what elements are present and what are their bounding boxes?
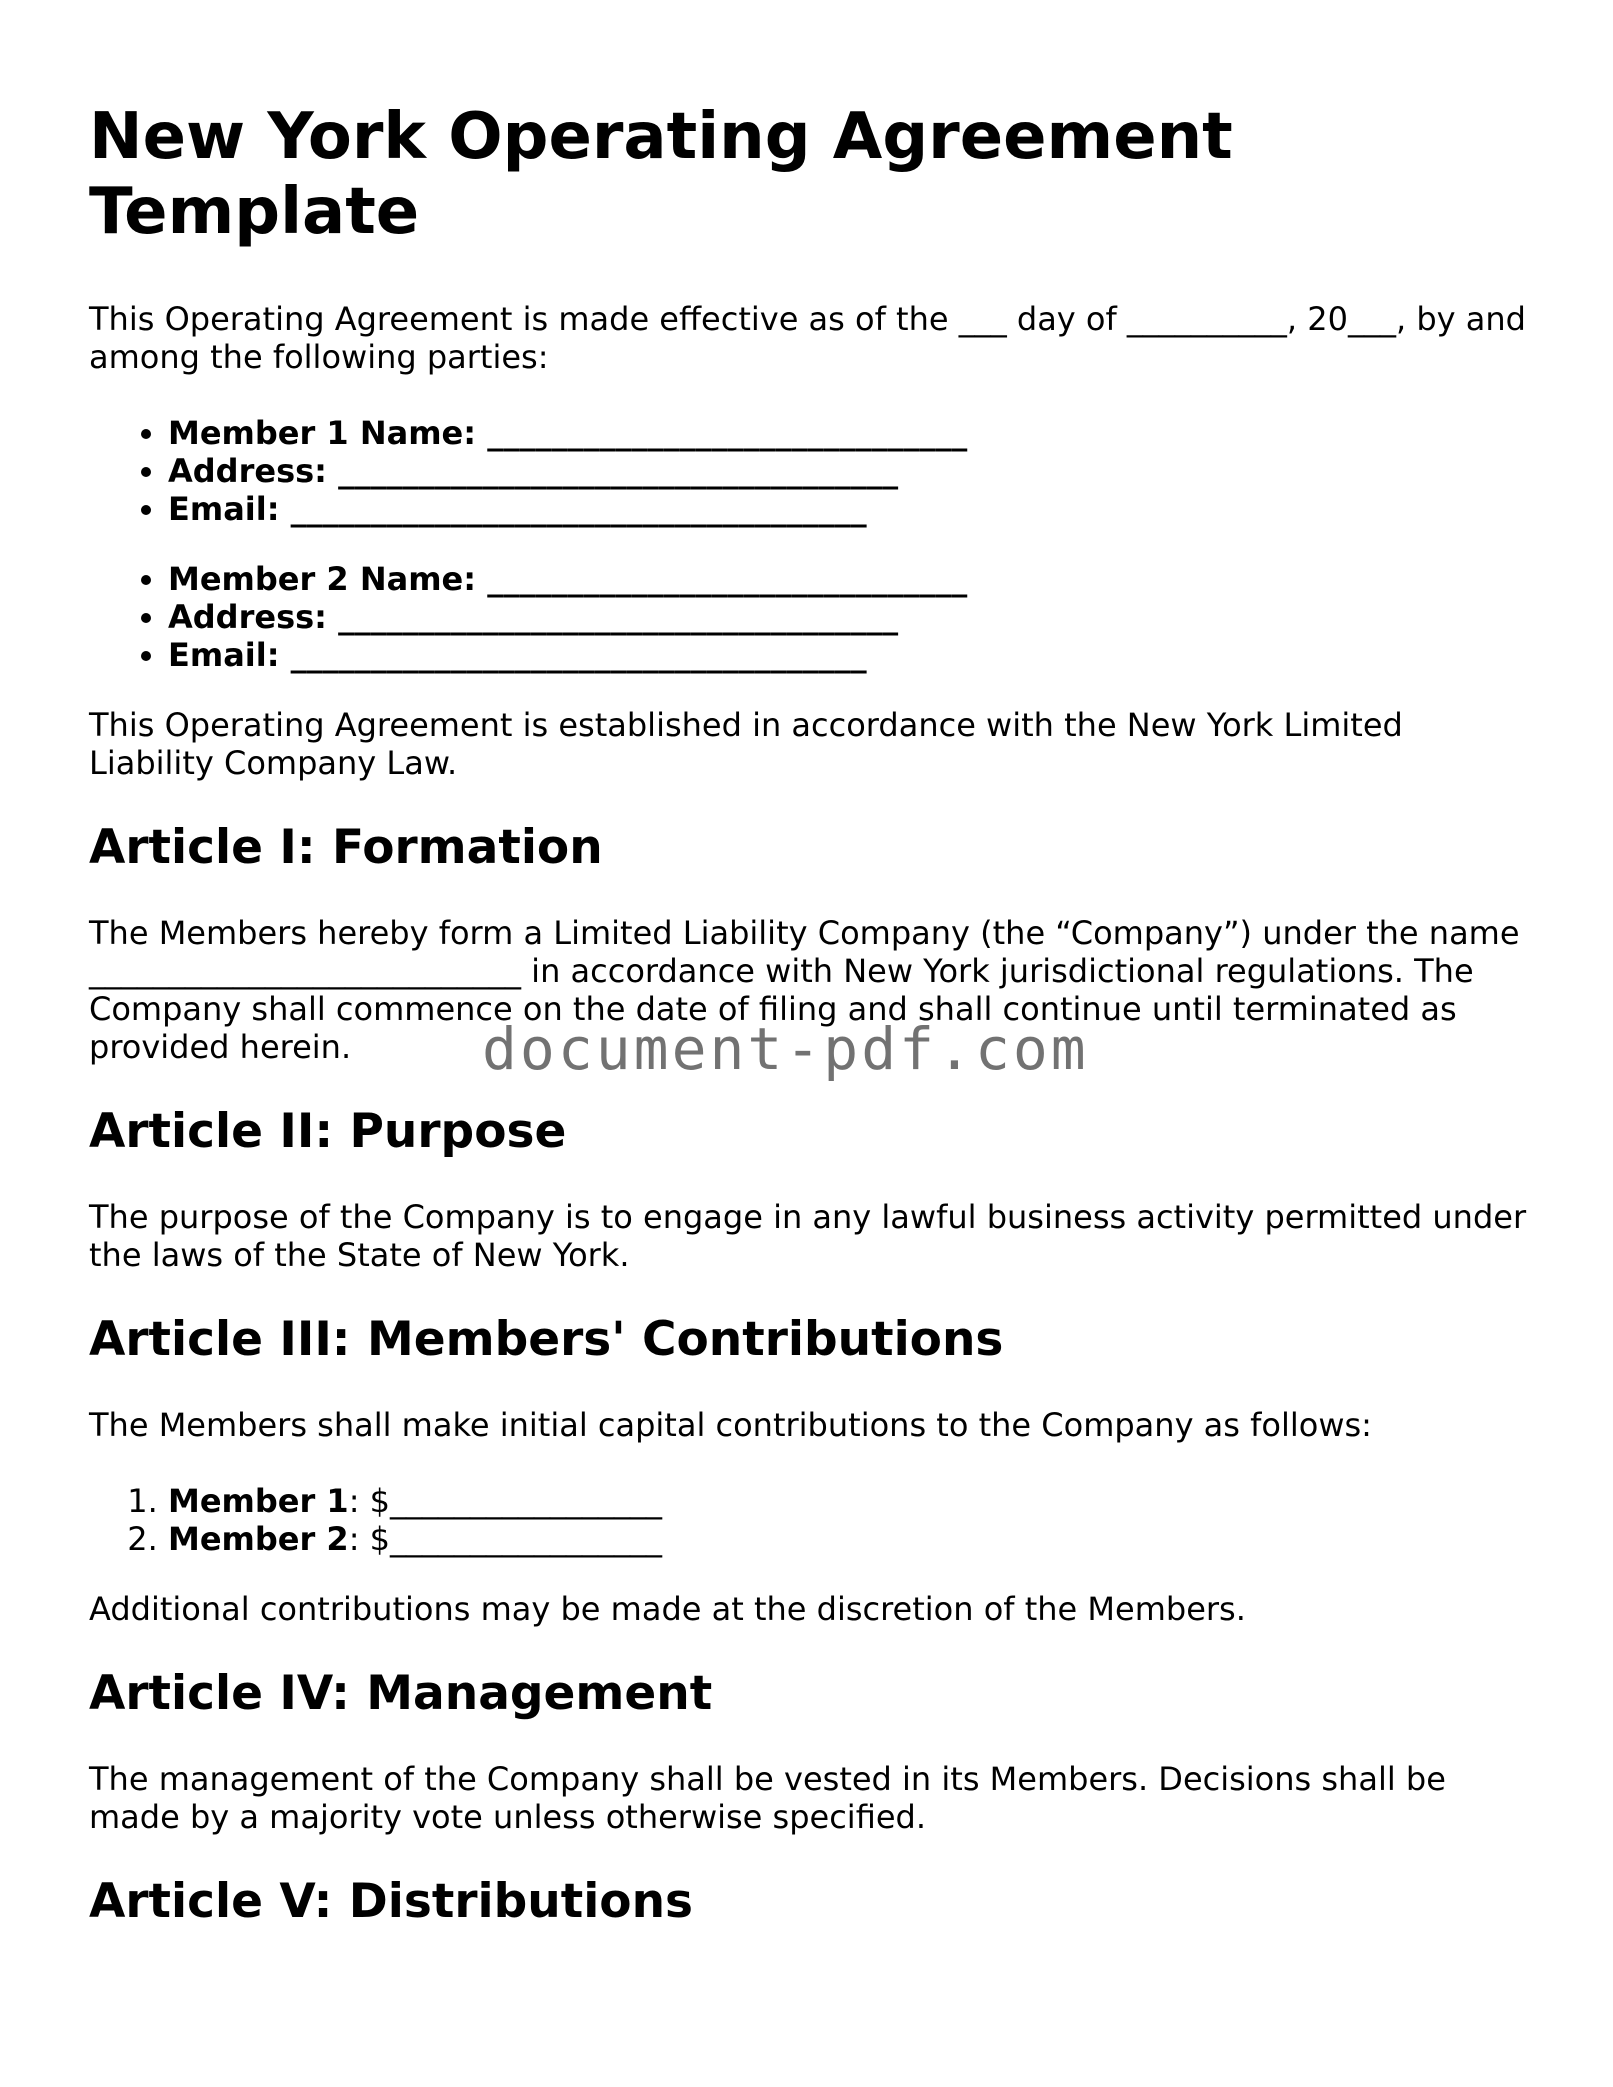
member-2-address: • Address: ___________________________________ <box>168 598 1529 636</box>
member-1-address: • Address: ___________________________________ <box>168 452 1529 490</box>
article-2-heading: Article II: Purpose <box>89 1104 567 1159</box>
contribution-value: : $_________________ <box>348 1482 662 1520</box>
contribution-value: : $_________________ <box>348 1520 662 1558</box>
member-1-email: • Email: ____________________________________ <box>168 490 1529 528</box>
article-4-heading: Article IV: Management <box>89 1666 713 1721</box>
contributions-list <box>89 1482 1529 1558</box>
article-2-text: The purpose of the Company is to engage in any lawful business activity permitted under the laws of the State of New York. <box>89 1198 1527 1274</box>
member-1-list <box>89 414 1529 528</box>
article-4-text: The management of the Company shall be vested in its Members. Decisions shall be made by a majority vote unless otherwise specified. <box>89 1760 1446 1836</box>
watermark: document-pdf.com <box>482 1015 1089 1083</box>
established-paragraph: This Operating Agreement is established in accordance with the New York Limited Liability Company Law. <box>89 706 1403 782</box>
contribution-item <box>168 1482 1529 1520</box>
contribution-label: Member 2 <box>168 1520 349 1558</box>
contribution-label: Member 1 <box>168 1482 349 1520</box>
intro-paragraph: This Operating Agreement is made effective as of the ___ day of __________, 20___, by and among the following parties: <box>89 300 1526 376</box>
article-3-heading: Article III: Members' Contributions <box>89 1312 1004 1367</box>
member-2-email: • Email: ____________________________________ <box>168 636 1529 674</box>
additional-contributions: Additional contributions may be made at the discretion of the Members. <box>89 1590 1246 1628</box>
article-1-heading: Article I: Formation <box>89 820 603 875</box>
article-3-text: The Members shall make initial capital contributions to the Company as follows: <box>89 1406 1372 1444</box>
member-2-list <box>89 560 1529 674</box>
member-2-name: • Member 2 Name: ______________________________ <box>168 560 1529 598</box>
contribution-item <box>168 1520 1529 1558</box>
document-title: New York Operating Agreement Template <box>89 100 1233 249</box>
article-5-heading: Article V: Distributions <box>89 1874 694 1929</box>
article-1-text: The Members hereby form a Limited Liability Company (the “Company”) under the name ___________________________ in accordance with New York jurisdictional regulations. The Company shall commence on the date of filing and shall continue until terminated as provided herein. <box>89 914 1520 1066</box>
member-1-name: • Member 1 Name: ______________________________ <box>168 414 1529 452</box>
